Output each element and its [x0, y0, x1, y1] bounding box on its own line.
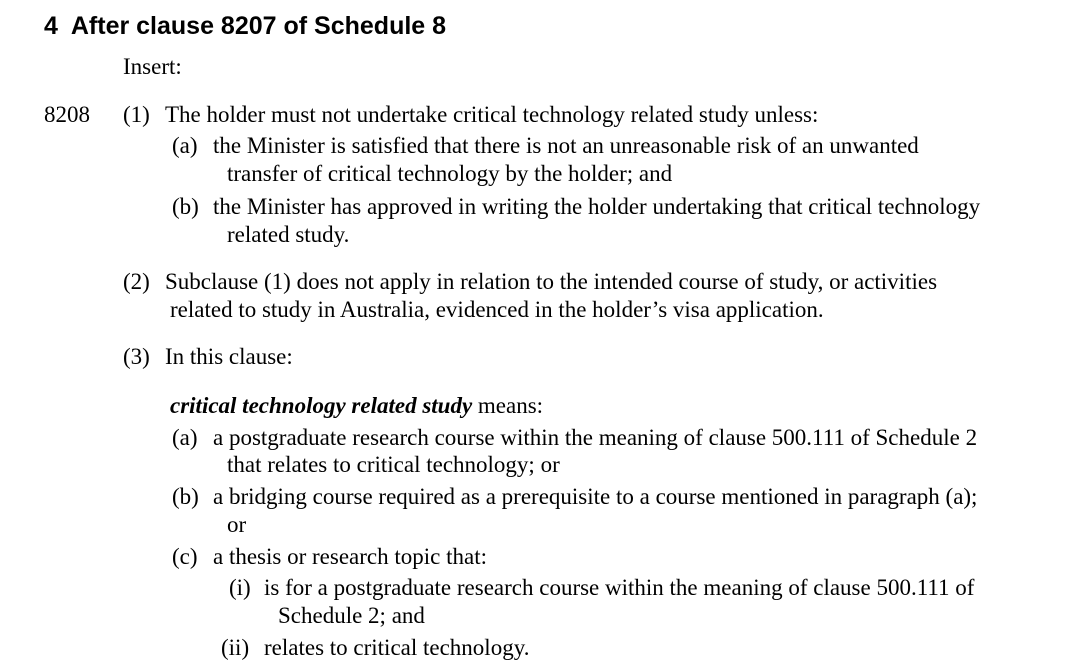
definition-b-label: (b): [172, 484, 199, 509]
definition-c-label: (c): [172, 544, 198, 569]
definition-means: means:: [477, 393, 544, 418]
subclause-2-line2: related to study in Australia, evidenced in the holder’s visa application.: [170, 297, 824, 322]
subparagraph-ii-label: (ii): [221, 635, 250, 660]
subparagraph-i-label: (i): [229, 575, 251, 600]
definition-a-line1: a postgraduate research course within the meaning of clause 500.111 of Schedule 2: [213, 425, 978, 450]
paragraph-1a-line2: transfer of critical technology by the holder; and: [227, 161, 673, 186]
paragraph-1b-line1: the Minister has approved in writing the holder undertaking that critical technology: [213, 194, 981, 219]
subparagraph-i-line2: Schedule 2; and: [278, 603, 425, 628]
subclause-3-text: In this clause:: [165, 344, 293, 369]
definition-line: [170, 392, 543, 420]
subclause-3-label: (3): [123, 344, 150, 369]
heading-number: 4: [44, 12, 58, 40]
subclause-1-label: (1): [123, 102, 150, 127]
instruction-text: Insert:: [123, 54, 182, 79]
subclause-2-label: (2): [123, 269, 150, 294]
definition-b-line1: a bridging course required as a prerequisite to a course mentioned in paragraph (a);: [213, 484, 978, 509]
subparagraph-ii-text: relates to critical technology.: [264, 635, 530, 660]
amendment-heading: [44, 10, 446, 42]
subclause-2-line1: Subclause (1) does not apply in relation to the intended course of study, or activities: [165, 269, 938, 294]
subclause-1-text: The holder must not undertake critical technology related study unless:: [165, 102, 819, 127]
definition-b-line2: or: [227, 512, 247, 537]
paragraph-1a-line1: the Minister is satisfied that there is not an unreasonable risk of an unwanted: [213, 133, 919, 158]
clause-number: 8208: [44, 102, 90, 127]
paragraph-1b-label: (b): [172, 194, 199, 219]
definition-c-text: a thesis or research topic that:: [213, 544, 487, 569]
definition-a-line2: that relates to critical technology; or: [227, 452, 560, 477]
paragraph-1b-line2: related study.: [227, 222, 350, 247]
definition-a-label: (a): [172, 425, 198, 450]
defined-term: critical technology related study: [170, 393, 473, 418]
heading-title: After clause 8207 of Schedule 8: [70, 12, 447, 40]
paragraph-1a-label: (a): [172, 133, 198, 158]
subparagraph-i-line1: is for a postgraduate research course within the meaning of clause 500.111 of: [264, 575, 975, 600]
